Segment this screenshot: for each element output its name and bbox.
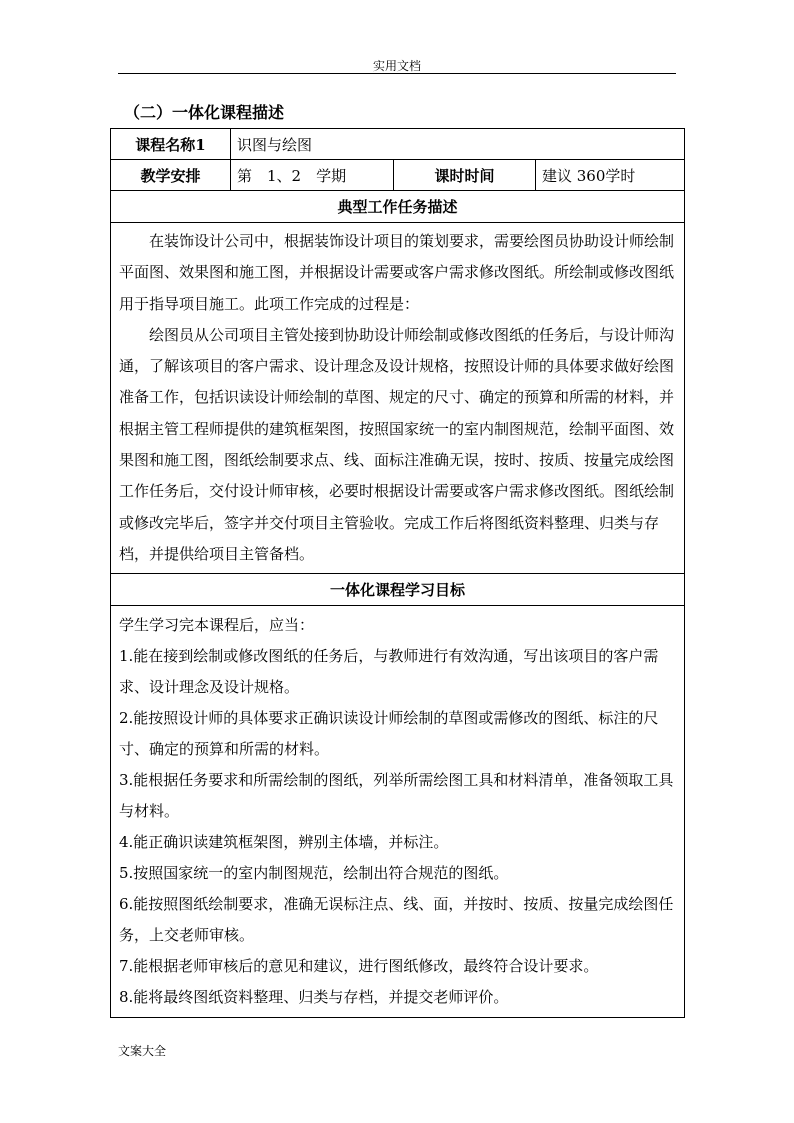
schedule-value: 第 1、2 学期 [231,160,394,191]
goals-body-row [111,606,685,1018]
header-rule [118,73,676,74]
goal-item: 7.能根据老师审核后的意见和建议，进行图纸修改，最终符合设计要求。 [119,957,599,976]
task-heading: 典型工作任务描述 [111,191,685,223]
task-paragraph: 绘图员从公司项目主管处接到协助设计师绘制或修改图纸的任务后，与设计师沟通，了解该项目的客户需求、设计理念及设计规格，按照设计师的具体要求做好绘图准备工作，包括识读设计师绘制的草图、规定的尺寸、确定的预算和所需的材料，并根据主管工程师提供的建筑框架图，按照国家统一的室内制图规范，绘制平面图、效果图和施工图，图纸绘制要求点、线、面标注准确无误，按时、按质、按量完成绘图工作任务后，交付设计师审核，必要时根据设计需要或客户需求修改图纸。图纸绘制或修改完毕后，签字并交付项目主管验收。完成工作后将图纸资料整理、归类与存档，并提供给项目主管备档。 [119,325,675,563]
goal-item: 6.能按照图纸绘制要求，准确无误标注点、线、面，并按时、按质、按量完成绘图任务，上交老师审核。 [119,895,674,945]
schedule-label: 教学安排 [111,160,231,191]
goals-heading-row [111,574,685,606]
task-paragraph: 在装饰设计公司中，根据装饰设计项目的策划要求，需要绘图员协助设计师绘制平面图、效果图和施工图，并根据设计需要或客户需求修改图纸。所绘制或修改图纸用于指导项目施工。此项工作完成的过程是： [119,232,675,313]
course-name-row [111,129,685,160]
goal-item: 8.能将最终图纸资料整理、归类与存档，并提交老师评价。 [119,988,509,1007]
goal-item: 5.按照国家统一的室内制图规范，绘制出符合规范的图纸。 [119,864,509,883]
schedule-row [111,160,685,191]
page-footer: 文案大全 [118,1044,167,1058]
goals-list [111,606,685,1018]
page-header: 实用文档 [372,59,421,73]
course-description-table [110,128,685,1018]
goals-heading: 一体化课程学习目标 [111,574,685,606]
task-body-row [111,223,685,574]
task-heading-row [111,191,685,223]
course-name-label: 课程名称1 [111,129,231,160]
goal-item: 4.能正确识读建筑框架图，辨别主体墙，并标注。 [119,833,449,852]
section-heading: （二）一体化课程描述 [124,103,285,122]
goal-item: 3.能根据任务要求和所需绘制的图纸，列举所需绘图工具和材料清单，准备领取工具与材料。 [119,771,674,821]
course-name-value: 识图与绘图 [231,129,685,160]
goal-item: 1.能在接到绘制或修改图纸的任务后，与教师进行有效沟通，写出该项目的客户需求、设计理念及设计规格。 [119,647,659,697]
hours-value: 建议 360学时 [536,160,685,191]
goal-item: 2.能按照设计师的具体要求正确识读设计师绘制的草图或需修改的图纸、标注的尺寸、确定的预算和所需的材料。 [119,709,659,759]
goals-intro: 学生学习完本课程后，应当： [119,616,315,635]
hours-label: 课时时间 [394,160,536,191]
task-description [111,223,685,574]
